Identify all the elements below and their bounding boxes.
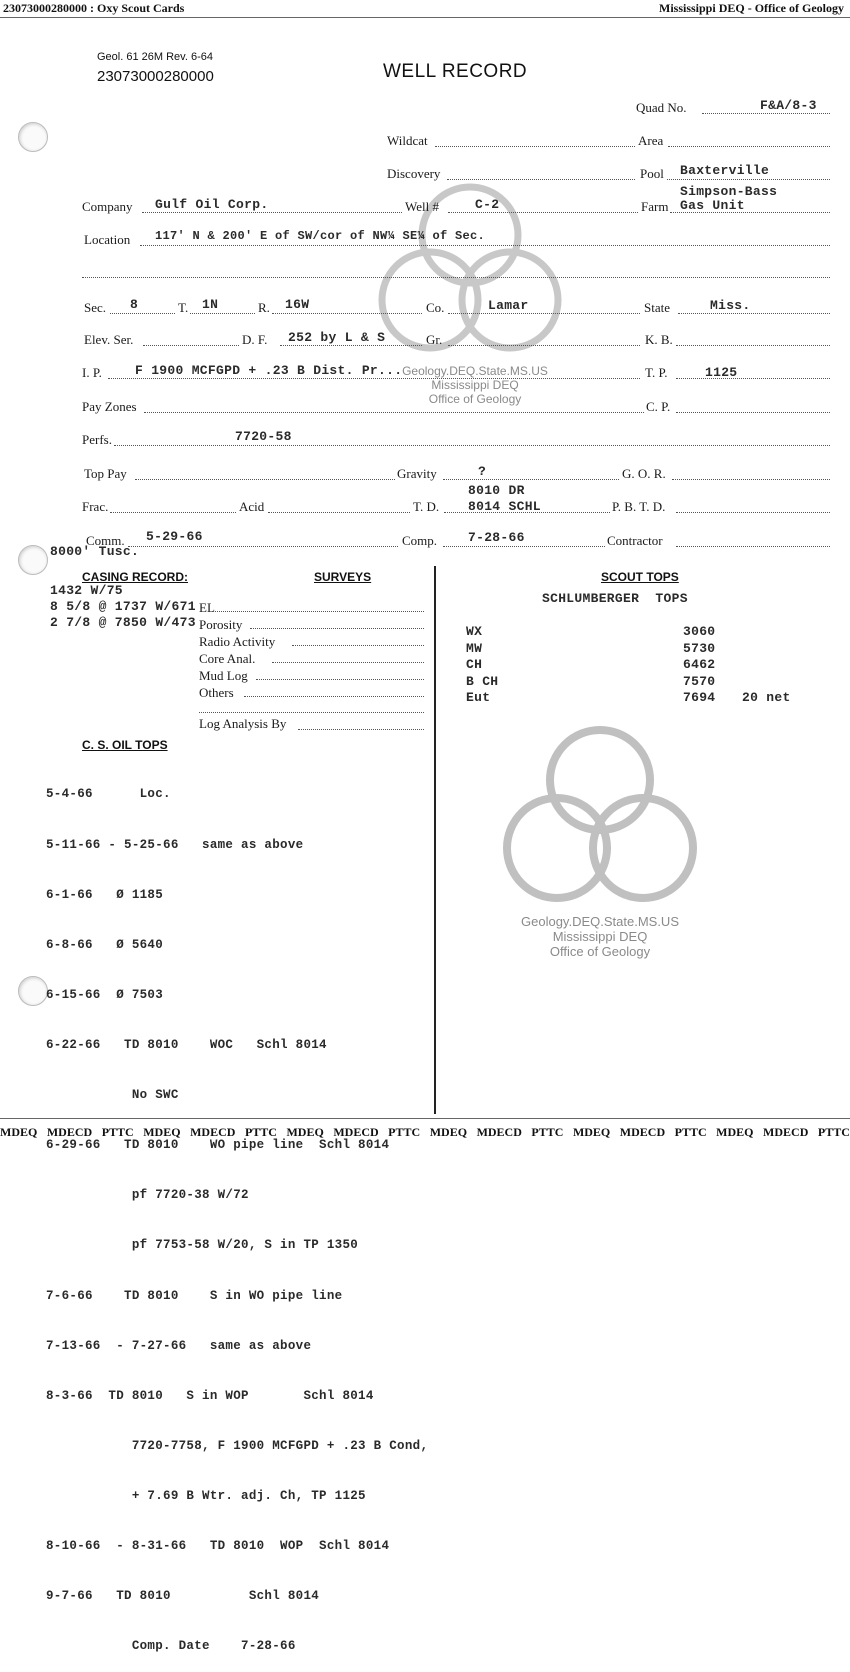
page-title: WELL RECORD [383, 61, 528, 82]
casing-line: 8 5/8 @ 1737 W/671 [50, 599, 196, 614]
survey-item: EL [199, 600, 215, 615]
scout-tops-heading: SCOUT TOPS [601, 570, 679, 584]
cs-oil-tops-list [46, 753, 428, 1672]
r-line [272, 313, 422, 314]
footer-item: MDEQ [716, 1125, 754, 1139]
footer-item: MDECD [619, 1125, 666, 1139]
sec-value: 8 [130, 297, 139, 312]
watermark-url: Geology.DEQ.State.MS.US [402, 364, 548, 378]
farm-label: Farm [641, 199, 669, 214]
quad-no-label: Quad No. [636, 100, 687, 115]
form-number: Geol. 61 26M Rev. 6-64 [97, 51, 213, 63]
ip-label: I. P. [82, 365, 102, 380]
footer-item: MDEQ [572, 1125, 611, 1139]
footer-item: PTTC [817, 1125, 850, 1139]
quad-no-value: F&A/8-3 [760, 98, 817, 113]
kb-label: K. B. [645, 332, 673, 347]
footer-item: PTTC [388, 1125, 421, 1139]
cp-label: C. P. [646, 399, 671, 414]
gravity-value: ? [478, 464, 487, 479]
perfs-value: 7720-58 [235, 429, 292, 444]
oil-top-entry: + 7.69 B Wtr. adj. Ch, TP 1125 [46, 1488, 366, 1503]
tp-label: T. P. [645, 365, 668, 380]
survey-item: Core Anal. [199, 651, 256, 666]
oil-top-entry: No SWC [46, 1088, 179, 1103]
t-label: T. [178, 300, 189, 315]
footer-item: PTTC [531, 1125, 564, 1139]
casing-line: 2 7/8 @ 7850 W/473 [50, 615, 196, 630]
scout-top-depth: 7694 [683, 690, 716, 705]
oil-top-entry: 7720-7758, F 1900 MCFGPD + .23 B Cond, [46, 1438, 429, 1453]
survey-line-mud [256, 679, 424, 680]
watermark-logo-upper [365, 180, 575, 370]
location-label: Location [84, 232, 131, 247]
survey-line-core [272, 662, 424, 663]
contractor-label: Contractor [607, 533, 663, 548]
state-line [678, 313, 830, 314]
survey-item: Others [199, 685, 234, 700]
state-value: Miss. [710, 298, 751, 313]
scout-top-name: CH [466, 657, 483, 672]
well-no-label: Well # [405, 199, 439, 214]
kb-line [676, 345, 830, 346]
watermark-logo-lower [495, 720, 705, 920]
t-line [190, 313, 255, 314]
survey-line-extra [199, 712, 424, 713]
footer-divider [0, 1118, 850, 1119]
pool-label: Pool [640, 166, 664, 181]
oil-top-entry: 7-6-66 TD 8010 S in WO pipe line [46, 1288, 343, 1303]
oil-top-entry: 6-1-66 Ø 1185 [46, 887, 164, 902]
cp-line [676, 412, 830, 413]
footer-item: MDEQ [143, 1125, 181, 1139]
co-line [448, 313, 640, 314]
pbtd-line [676, 512, 830, 513]
punch-hole-middle [18, 545, 48, 575]
comp-line [443, 546, 605, 547]
farm-value-line1: Simpson-Bass [680, 184, 778, 199]
state-label: State [644, 300, 670, 315]
frac-label: Frac. [82, 499, 109, 514]
survey-line-porosity [250, 628, 424, 629]
location-value: 117' N & 200' E of SW/cor of NW¼ SE¼ of Sec. [155, 229, 486, 243]
footer-bar [0, 1125, 850, 1140]
oil-top-entry: 6-22-66 TD 8010 WOC Schl 8014 [46, 1037, 327, 1052]
footer-item: MDEQ [0, 1125, 38, 1139]
footer-item: MDECD [476, 1125, 522, 1139]
surveys-heading: SURVEYS [314, 570, 372, 584]
scout-top-depth: 7570 [683, 673, 716, 689]
perfs-label: Perfs. [82, 432, 112, 447]
comm-line [128, 546, 398, 547]
watermark-text-upper [390, 364, 560, 406]
watermark-url-lower: Geology.DEQ.State.MS.US [521, 914, 679, 929]
pbtd-label: P. B. T. D. [612, 499, 666, 514]
sec-line [110, 313, 175, 314]
t-value: 1N [202, 297, 219, 312]
casing-record-list [50, 583, 196, 631]
df-label: D. F. [242, 332, 268, 347]
punch-hole-bottom [18, 976, 48, 1006]
footer-item: MDECD [333, 1125, 379, 1139]
oil-top-entry: 9-7-66 TD 8010 Schl 8014 [46, 1589, 320, 1604]
log-analysis-label: Log Analysis By [199, 716, 287, 731]
company-line [142, 212, 402, 213]
df-value: 252 by L & S [288, 330, 386, 345]
co-value: Lamar [488, 298, 529, 313]
oil-top-entry: 8-10-66 - 8-31-66 TD 8010 WOP Schl 8014 [46, 1539, 390, 1554]
scout-tops-subheading: SCHLUMBERGER TOPS [542, 591, 688, 606]
cs-oil-tops-heading: C. S. OIL TOPS [82, 738, 168, 752]
ip-line [108, 378, 640, 379]
co-label: Co. [426, 300, 445, 315]
watermark-office-lower: Office of Geology [549, 944, 651, 959]
gravity-line [443, 479, 619, 480]
acid-line [268, 512, 410, 513]
frac-line [110, 512, 236, 513]
section-divider [434, 566, 436, 1114]
watermark-text-lower [505, 914, 695, 959]
pool-line [667, 179, 830, 180]
header-divider [0, 17, 850, 18]
scout-tops-names [466, 624, 498, 707]
footer-item: PTTC [101, 1125, 134, 1139]
casing-line: 1432 W/75 [50, 583, 123, 598]
oil-top-entry: 8-3-66 TD 8010 S in WOP Schl 8014 [46, 1388, 374, 1403]
ip-value: F 1900 MCFGPD + .23 B Dist. Pr... [135, 363, 403, 378]
surveys-list [199, 599, 275, 701]
oil-top-entry: pf 7720-38 W/72 [46, 1188, 249, 1203]
location-line-2 [82, 277, 830, 278]
tp-line [676, 378, 830, 379]
company-value: Gulf Oil Corp. [155, 197, 269, 212]
well-no-value: C-2 [475, 197, 500, 212]
survey-item: Porosity [199, 617, 243, 632]
td-value-line1: 8010 DR [468, 483, 525, 498]
scout-top-name: B CH [466, 673, 499, 689]
contractor-line [676, 546, 830, 547]
scout-top-name: Eut [466, 690, 491, 705]
area-line [668, 146, 830, 147]
oil-top-entry: 7-13-66 - 7-27-66 same as above [46, 1338, 312, 1353]
oil-top-entry: 6-29-66 TD 8010 WO pipe line Schl 8014 [46, 1138, 390, 1153]
perfs-line [114, 445, 830, 446]
scout-tops-depths [683, 624, 715, 707]
formation-note: 8000' Tusc. [50, 544, 140, 559]
footer-item: MDECD [190, 1125, 236, 1139]
gravity-label: Gravity [397, 466, 437, 481]
watermark-agency: Mississippi DEQ [431, 378, 519, 392]
log-analysis-line [298, 729, 424, 730]
location-line [140, 245, 830, 246]
footer-item: MDECD [763, 1125, 809, 1139]
scout-top-name: WX [466, 624, 483, 639]
survey-line-radio [292, 645, 424, 646]
scout-top-name: MW [466, 640, 483, 656]
comm-value: 5-29-66 [146, 529, 203, 544]
oil-top-entry: 6-8-66 Ø 5640 [46, 937, 164, 952]
punch-hole-top [18, 122, 48, 152]
top-pay-label: Top Pay [84, 466, 127, 481]
footer-item: MDECD [46, 1125, 93, 1139]
acid-label: Acid [239, 499, 265, 514]
footer-item: MDEQ [429, 1125, 468, 1139]
sec-label: Sec. [84, 300, 107, 315]
elev-ser-line [143, 345, 239, 346]
elev-ser-label: Elev. Ser. [84, 332, 134, 347]
survey-item: Radio Activity [199, 634, 276, 649]
tp-value: 1125 [705, 365, 738, 380]
pay-zones-label: Pay Zones [82, 399, 137, 414]
oil-top-entry: pf 7753-58 W/20, S in TP 1350 [46, 1238, 359, 1253]
oil-top-entry: 6-15-66 Ø 7503 [46, 987, 164, 1002]
header-title-left: 23073000280000 : Oxy Scout Cards [3, 1, 185, 15]
footer-item: MDEQ [286, 1125, 324, 1139]
footer-item: PTTC [244, 1125, 277, 1139]
comp-label: Comp. [402, 533, 438, 548]
top-pay-line [135, 479, 395, 480]
watermark-agency-lower: Mississippi DEQ [552, 929, 648, 944]
well-no-line [448, 212, 638, 213]
watermark-office: Office of Geology [428, 392, 522, 406]
gor-label: G. O. R. [622, 466, 666, 481]
scout-top-depth: 5730 [683, 640, 716, 656]
survey-line-el [212, 611, 424, 612]
pool-value: Baxterville [680, 163, 770, 178]
quad-no-line [702, 113, 830, 114]
gor-line [672, 479, 830, 480]
r-value: 16W [285, 297, 310, 312]
comm-label: Comm. [86, 533, 125, 548]
area-label: Area [638, 133, 664, 148]
wildcat-line [435, 146, 635, 147]
farm-value-line2: Gas Unit [680, 198, 745, 213]
td-label: T. D. [413, 499, 440, 514]
wildcat-label: Wildcat [387, 133, 428, 148]
footer-item: PTTC [674, 1125, 707, 1139]
oil-top-entry: Comp. Date 7-28-66 [46, 1639, 296, 1654]
header-title-right: Mississippi DEQ - Office of Geology [659, 1, 844, 15]
survey-item: Mud Log [199, 668, 248, 683]
oil-top-entry: 5-4-66 Loc. [46, 787, 171, 802]
scout-top-note: 20 net [742, 690, 791, 705]
pay-zones-line [144, 412, 644, 413]
gr-line [448, 345, 640, 346]
df-line [280, 345, 422, 346]
td-value-line2: 8014 SCHL [468, 499, 541, 514]
survey-line-others [244, 696, 424, 697]
scout-top-depth: 3060 [683, 624, 716, 639]
gr-label: Gr. [426, 332, 443, 347]
r-label: R. [258, 300, 270, 315]
discovery-line [447, 179, 635, 180]
oil-top-entry: 5-11-66 - 5-25-66 same as above [46, 837, 304, 852]
casing-record-heading: CASING RECORD: [82, 570, 189, 584]
company-label: Company [82, 199, 133, 214]
api-number: 23073000280000 [97, 68, 214, 85]
discovery-label: Discovery [387, 166, 441, 181]
comp-value: 7-28-66 [468, 530, 525, 545]
scout-top-depth: 6462 [683, 657, 716, 672]
